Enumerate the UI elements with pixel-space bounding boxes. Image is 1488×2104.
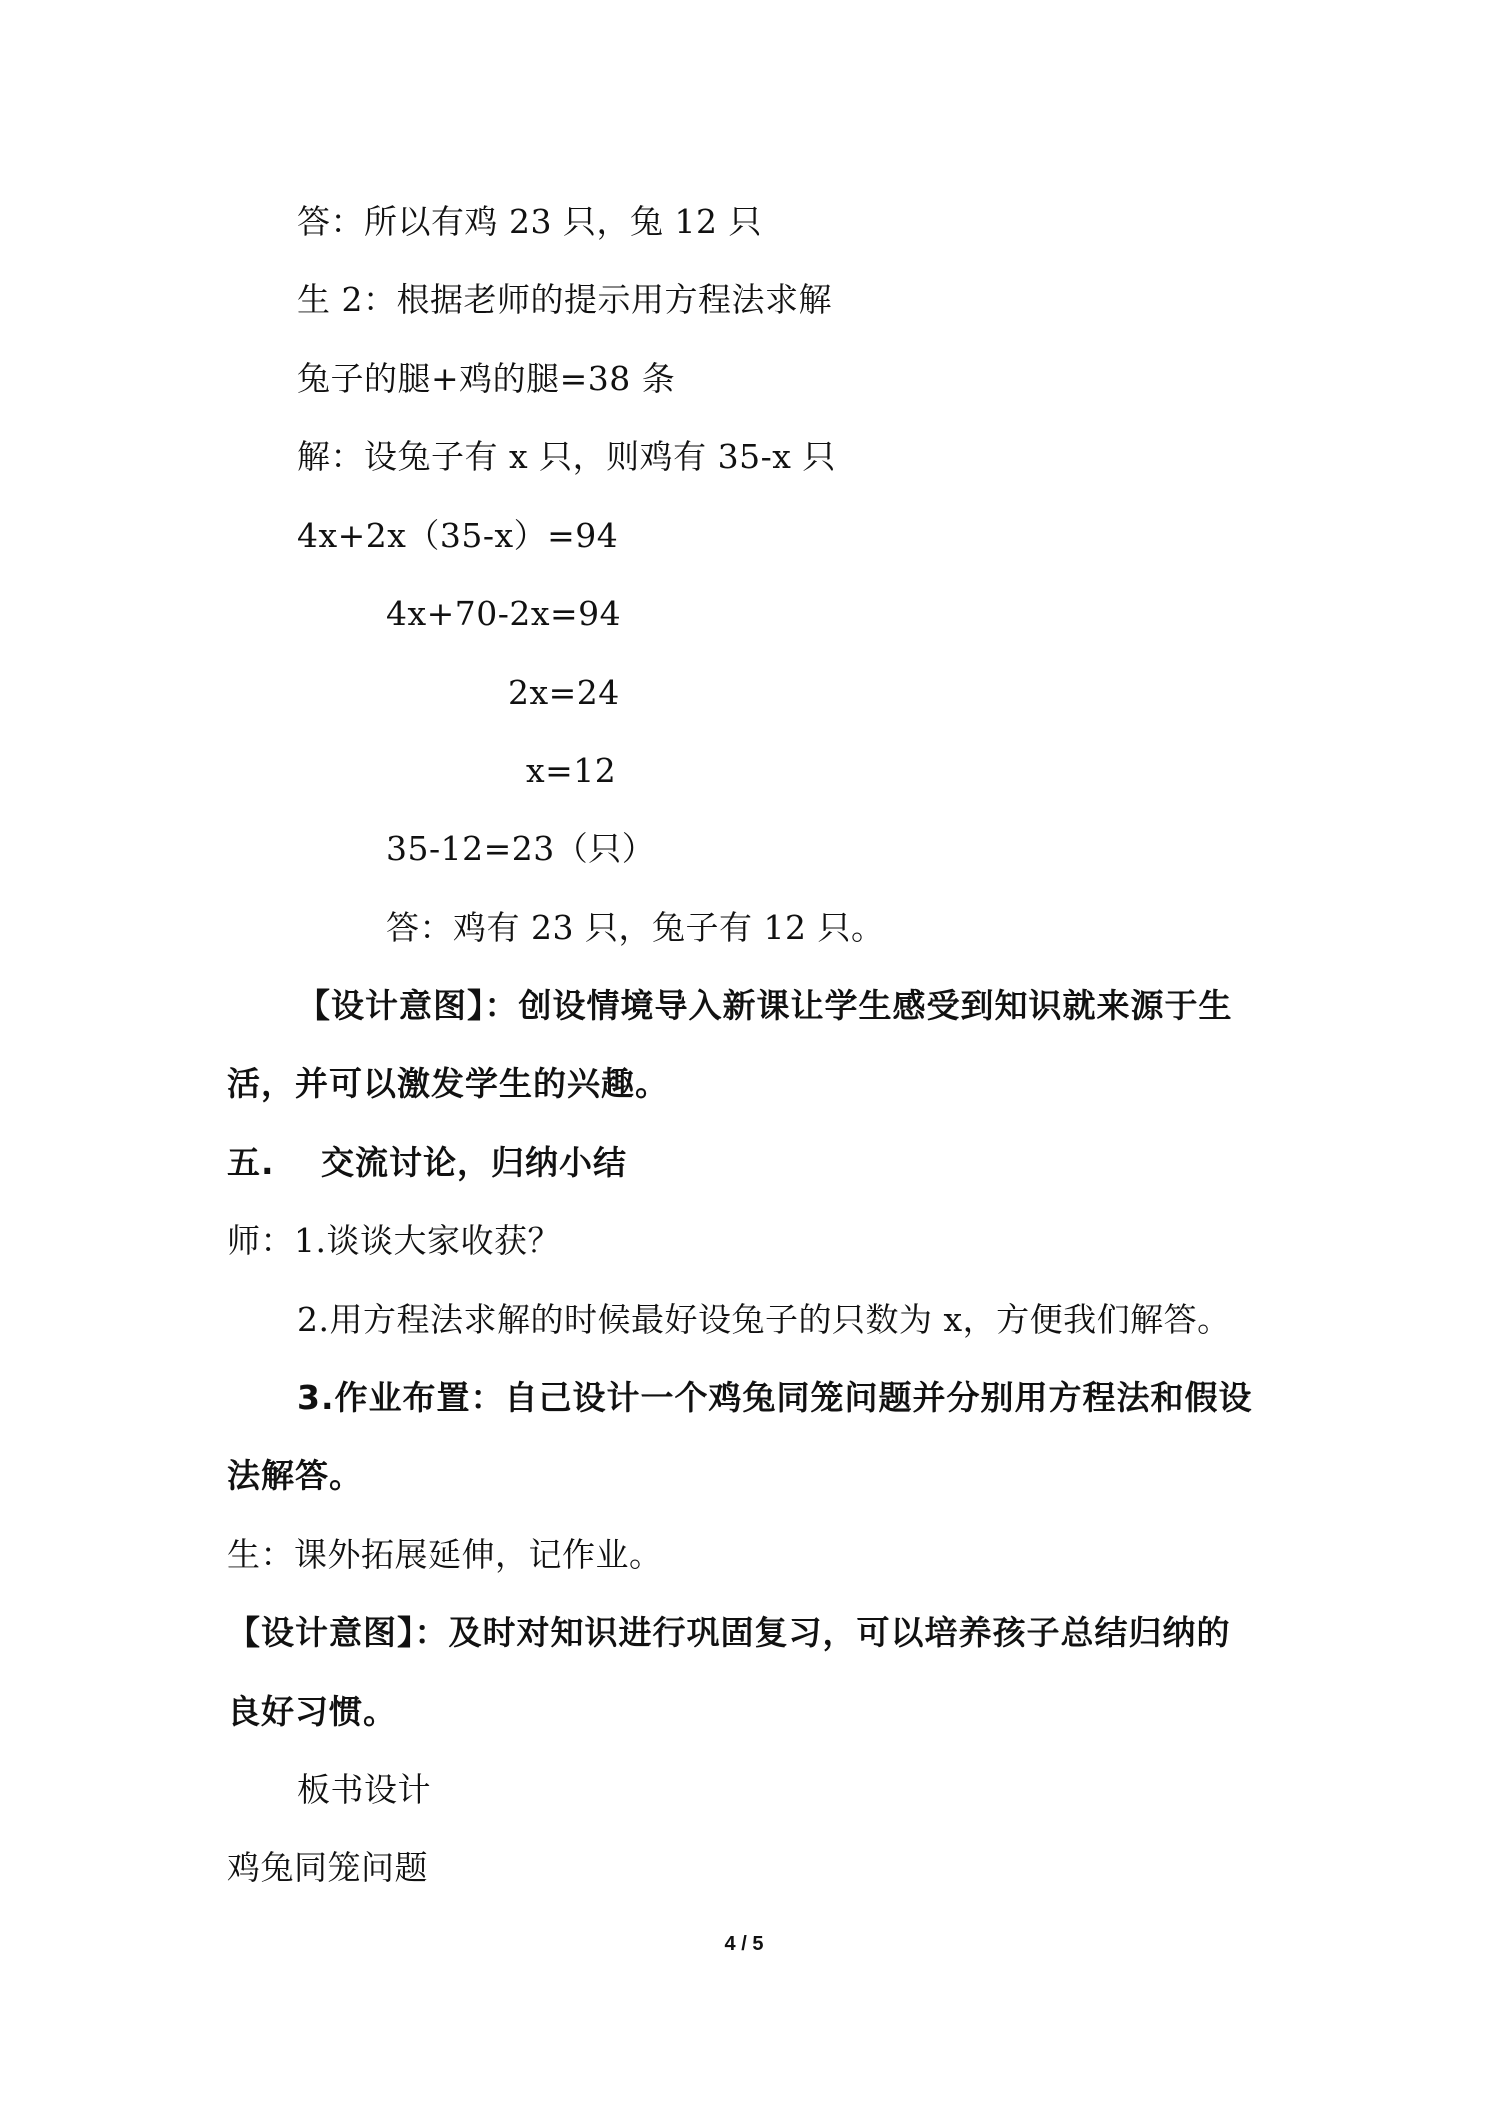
homework-line-1: 3.作业布置：自己设计一个鸡兔同笼问题并分别用方程法和假设 [297, 1378, 1253, 1417]
teacher-line-2: 2.用方程法求解的时候最好设兔子的只数为 x，方便我们解答。 [297, 1300, 1231, 1339]
design-intent-2-line-1: 【设计意图】：及时对知识进行巩固复习，可以培养孩子总结归纳的 [227, 1613, 1231, 1652]
student-2-line: 生 2：根据老师的提示用方程法求解 [297, 280, 832, 319]
teacher-line-1: 师：1.谈谈大家收获？ [227, 1221, 561, 1260]
answer-line-2: 答：鸡有 23 只，兔子有 12 只。 [386, 908, 885, 947]
equation-step-3: 2x=24 [508, 673, 620, 712]
section-five-heading: 五. 交流讨论，归纳小结 [227, 1143, 628, 1182]
equation-step-4: x=12 [526, 751, 617, 790]
design-intent-1-line-2: 活，并可以激发学生的兴趣。 [227, 1064, 669, 1103]
equation-step-2: 4x+70-2x=94 [386, 594, 622, 633]
answer-line-1: 答：所以有鸡 23 只，兔 12 只 [297, 202, 762, 241]
design-intent-1-line-1: 【设计意图】：创设情境导入新课让学生感受到知识就来源于生 [297, 986, 1233, 1025]
page-number: 4 / 5 [724, 1933, 764, 1955]
solution-setup-line: 解：设兔子有 x 只，则鸡有 35-x 只 [297, 437, 836, 476]
design-intent-2-line-2: 良好习惯。 [227, 1692, 397, 1731]
homework-line-2: 法解答。 [227, 1456, 363, 1495]
board-design-title: 鸡兔同笼问题 [227, 1848, 428, 1887]
legs-equation-line: 兔子的腿+鸡的腿=38 条 [297, 359, 676, 398]
chicken-count-calc: 35-12=23（只） [386, 829, 656, 868]
student-homework-line: 生：课外拓展延伸，记作业。 [227, 1535, 663, 1574]
equation-step-1: 4x+2x（35-x）=94 [297, 516, 619, 555]
board-design-heading: 板书设计 [297, 1770, 431, 1809]
